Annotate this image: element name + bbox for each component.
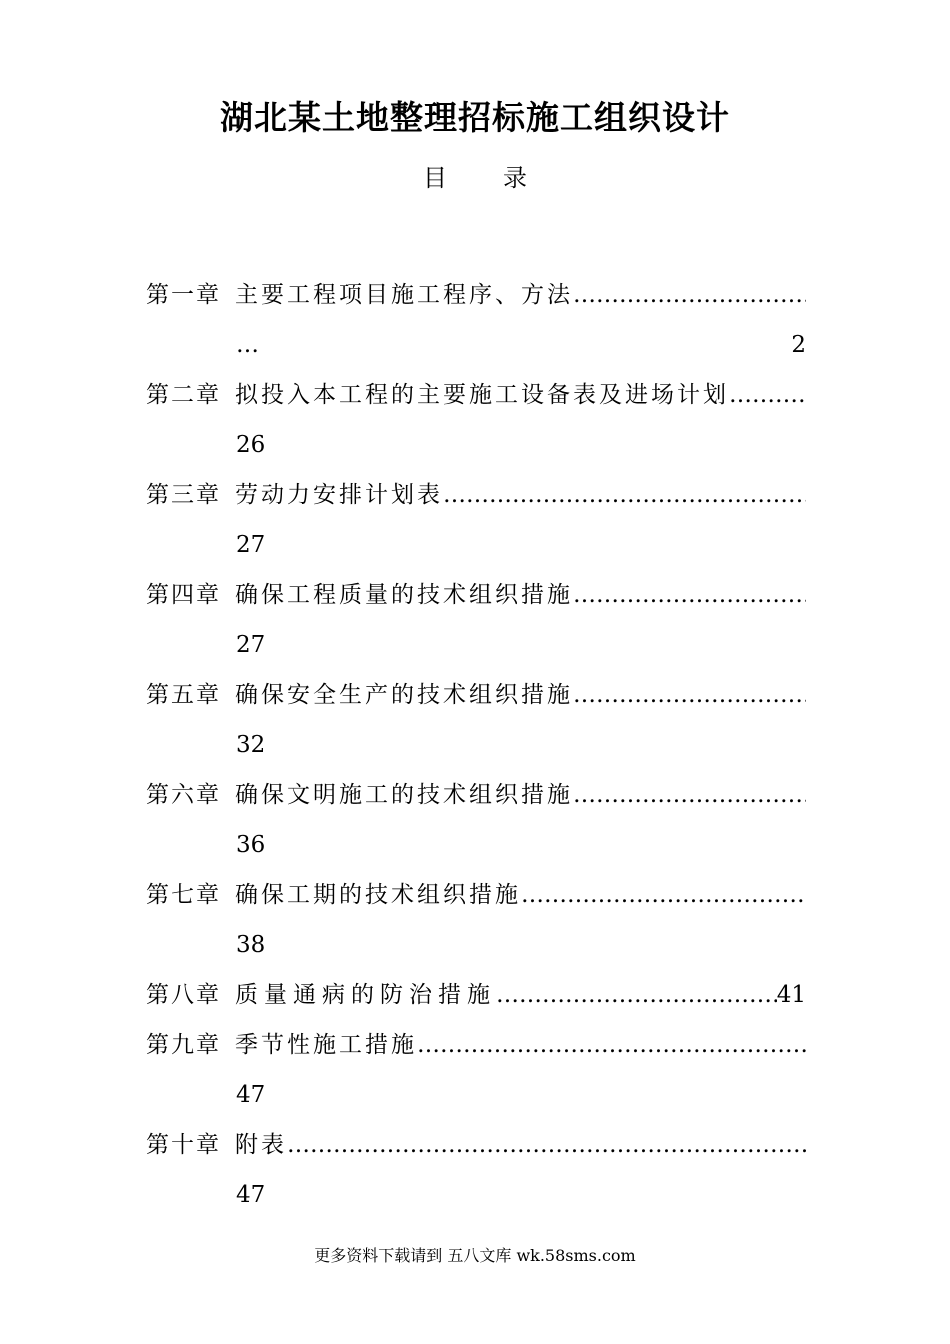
toc-page-number: 27 — [236, 532, 266, 558]
toc-entry-title: 确保工期的技术组织措施 — [235, 882, 521, 908]
toc-entry-8[interactable] — [146, 970, 806, 1020]
toc-page-number: 32 — [236, 732, 266, 758]
toc-chapter-label: 第二章 — [146, 382, 221, 408]
dot-leader — [287, 1120, 806, 1170]
toc-entry-title: 劳动力安排计划表 — [235, 482, 443, 508]
toc-chapter-label: 第七章 — [146, 882, 221, 908]
toc-heading — [0, 160, 950, 196]
toc-page-number: 2 — [791, 332, 806, 358]
toc-entry-6[interactable] — [146, 770, 806, 870]
dot-leader-tail: … — [236, 332, 259, 358]
toc-heading-char-2: 录 — [503, 164, 527, 192]
toc-entry-4[interactable] — [146, 570, 806, 670]
toc-entry-10[interactable] — [146, 1120, 806, 1220]
toc-entry-title: 确保工程质量的技术组织措施 — [235, 582, 573, 608]
toc-page-number: 41 — [776, 982, 806, 1008]
toc-page-number: 27 — [236, 632, 266, 658]
toc-entry-title: 季节性施工措施 — [235, 1032, 417, 1058]
toc-entry-title: 确保文明施工的技术组织措施 — [235, 782, 573, 808]
toc-chapter-label: 第十章 — [146, 1132, 221, 1158]
toc-entry-2[interactable] — [146, 370, 806, 470]
toc-chapter-label: 第三章 — [146, 482, 221, 508]
dot-leader — [573, 570, 806, 620]
toc-entry-title: 主要工程项目施工程序、方法 — [235, 282, 573, 308]
toc-entry-1[interactable] — [146, 270, 806, 370]
toc-page-number: 47 — [236, 1182, 266, 1208]
toc-page-number: 47 — [236, 1082, 266, 1108]
toc-entry-title: 拟投入本工程的主要施工设备表及进场计划 — [235, 382, 729, 408]
toc-entry-title: 附表 — [235, 1132, 287, 1158]
dot-leader — [417, 1020, 806, 1070]
toc-chapter-label: 第五章 — [146, 682, 221, 708]
toc-heading-char-1: 目 — [423, 164, 447, 192]
toc-entry-title: 质量通病的防治措施 — [235, 982, 496, 1008]
toc-entry-5[interactable] — [146, 670, 806, 770]
toc-page-number: 38 — [236, 932, 266, 958]
dot-leader — [573, 670, 806, 720]
toc-entry-7[interactable] — [146, 870, 806, 970]
table-of-contents — [146, 270, 806, 1220]
toc-entry-title: 确保安全生产的技术组织措施 — [235, 682, 573, 708]
toc-page-number: 26 — [236, 432, 266, 458]
document-title: 湖北某土地整理招标施工组织设计 — [220, 98, 730, 137]
footer-note: 更多资料下载请到 五八文库 wk.58sms.com — [314, 1246, 636, 1265]
dot-leader — [573, 770, 806, 820]
toc-chapter-label: 第六章 — [146, 782, 221, 808]
dot-leader — [573, 270, 806, 320]
toc-entry-3[interactable] — [146, 470, 806, 570]
dot-leader — [443, 470, 806, 520]
dot-leader — [496, 970, 777, 1020]
dot-leader — [729, 370, 806, 420]
toc-page-number: 36 — [236, 832, 266, 858]
toc-chapter-label: 第一章 — [146, 282, 221, 308]
dot-leader — [521, 870, 806, 920]
toc-chapter-label: 第四章 — [146, 582, 221, 608]
toc-chapter-label: 第八章 — [146, 982, 221, 1008]
toc-chapter-label: 第九章 — [146, 1032, 221, 1058]
toc-entry-9[interactable] — [146, 1020, 806, 1120]
